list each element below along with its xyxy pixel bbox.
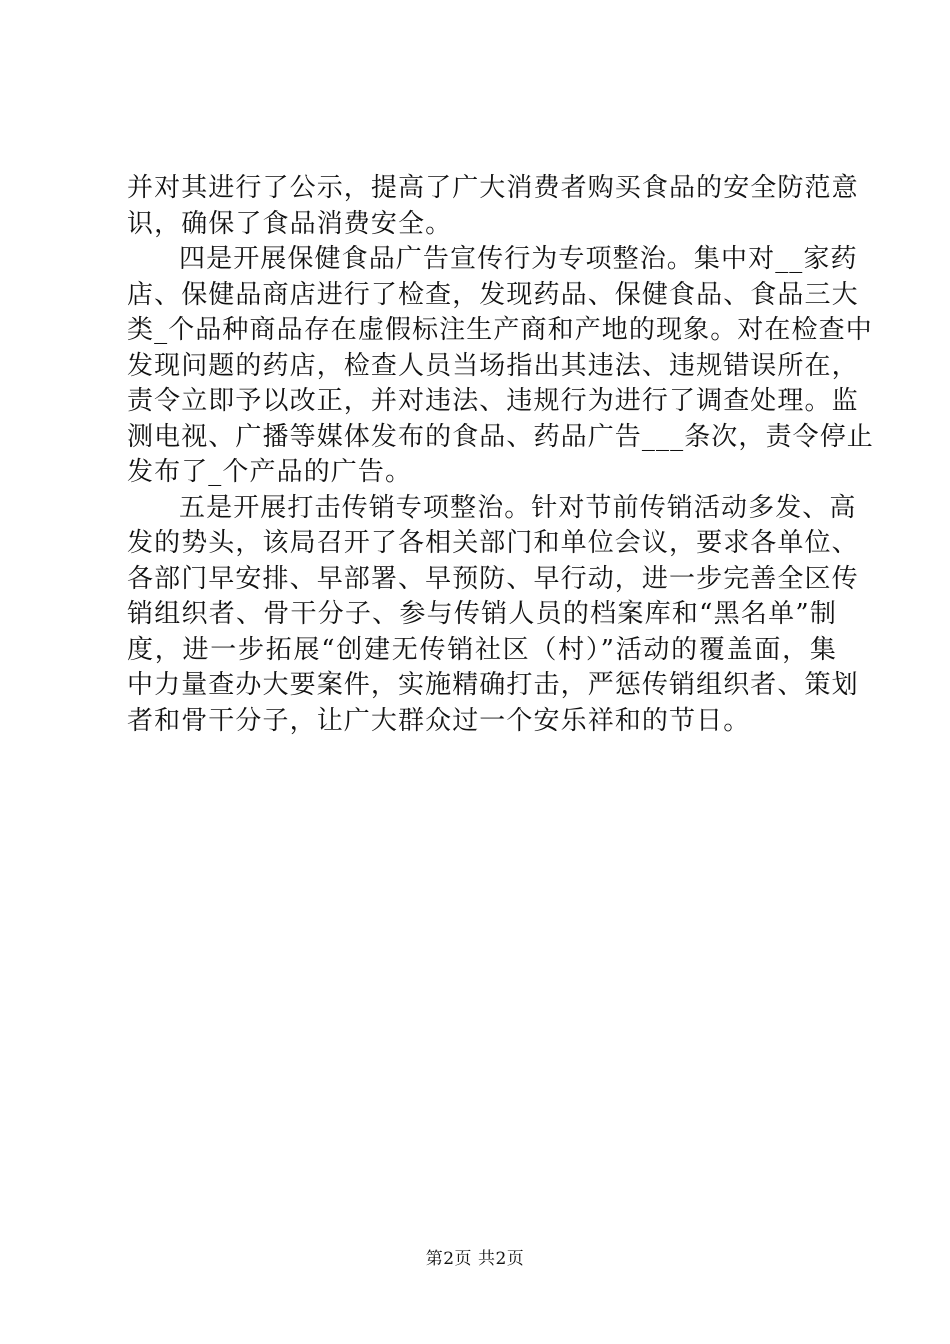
text-line: 店、保健品商店进行了检查，发现药品、保健食品、食品三大 — [127, 279, 859, 310]
text-line: 者和骨干分子，让广大群众过一个安乐祥和的节日。 — [127, 705, 751, 736]
text-line: 责令立即予以改正，并对违法、违规行为进行了调查处理。监 — [127, 386, 859, 416]
text-line: 发的势头，该局召开了各相关部门和单位会议，要求各单位、 — [127, 528, 859, 558]
text-line: 中力量查办大要案件，实施精确打击，严惩传销组织者、策划 — [127, 670, 859, 700]
text-line: 发现问题的药店，检查人员当场指出其违法、违规错误所在， — [127, 350, 859, 381]
text-line: 识，确保了食品消费安全。 — [127, 208, 453, 239]
text-line: 度，进一步拓展“创建无传销社区（村）”活动的覆盖面，集 — [127, 634, 837, 665]
text-line: 并对其进行了公示，提高了广大消费者购买食品的安全防范意 — [127, 173, 859, 203]
text-line: 各部门早安排、早部署、早预防、早行动，进一步完善全区传 — [127, 563, 859, 594]
paragraph-3 — [127, 491, 859, 740]
text-line: 五是开展打击传销专项整治。针对节前传销活动多发、高 — [179, 492, 857, 523]
text-line: 测电视、广播等媒体发布的食品、药品广告___条次，责令停止 — [127, 421, 874, 452]
paragraph-1 — [127, 171, 859, 242]
paragraph-2 — [127, 242, 874, 491]
text-line: 销组织者、骨干分子、参与传销人员的档案库和“黑名单”制 — [127, 599, 837, 629]
page-number-footer: 第2页 共2页 — [425, 1249, 525, 1269]
text-line: 四是开展保健食品广告宣传行为专项整治。集中对__家药 — [179, 244, 858, 274]
text-line: 类_个品种商品存在虚假标注生产商和产地的现象。对在检查中 — [127, 315, 873, 345]
document-body — [127, 171, 874, 739]
text-line: 发布了_个产品的广告。 — [127, 457, 413, 487]
